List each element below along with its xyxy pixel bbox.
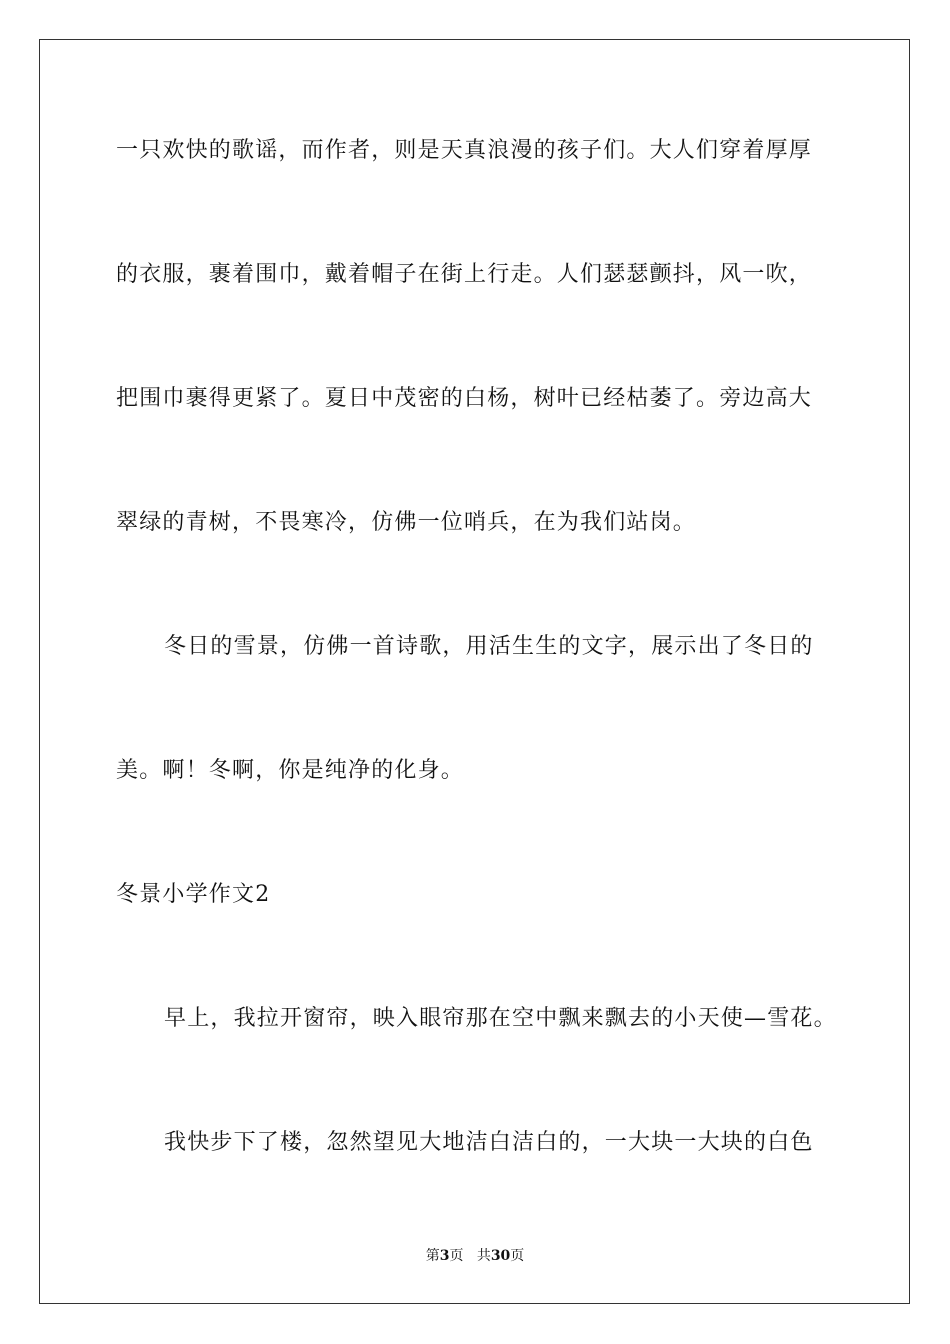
text-line-4: 翠绿的青树，不畏寒冷，仿佛一位哨兵，在为我们站岗。 <box>116 510 697 535</box>
text-line-2: 的衣服，裹着围巾，戴着帽子在街上行走。人们瑟瑟颤抖，风一吹， <box>116 262 813 287</box>
text-line-6: 美。啊！冬啊，你是纯净的化身。 <box>116 758 465 783</box>
total-suffix: 页 <box>510 1248 525 1264</box>
text-line-3: 把围巾裹得更紧了。夏日中茂密的白杨，树叶已经枯萎了。旁边高大 <box>116 386 813 411</box>
text-line-7: 早上，我拉开窗帘，映入眼帘那在空中飘来飘去的小天使—雪花。 <box>164 1006 837 1031</box>
text-line-5: 冬日的雪景，仿佛一首诗歌，用活生生的文字，展示出了冬日的 <box>164 634 814 659</box>
page-number: 3 <box>439 1248 450 1264</box>
page-suffix: 页 <box>449 1248 464 1264</box>
page-footer <box>0 1246 950 1266</box>
page-border <box>39 39 910 1304</box>
total-prefix: 共 <box>476 1248 491 1264</box>
text-line-1: 一只欢快的歌谣，而作者，则是天真浪漫的孩子们。大人们穿着厚厚 <box>116 138 813 163</box>
total-pages: 30 <box>490 1248 511 1264</box>
section-heading: 冬景小学作文2 <box>116 882 271 907</box>
page-prefix: 第 <box>425 1248 440 1264</box>
text-line-8: 我快步下了楼，忽然望见大地洁白洁白的，一大块一大块的白色 <box>164 1130 814 1155</box>
